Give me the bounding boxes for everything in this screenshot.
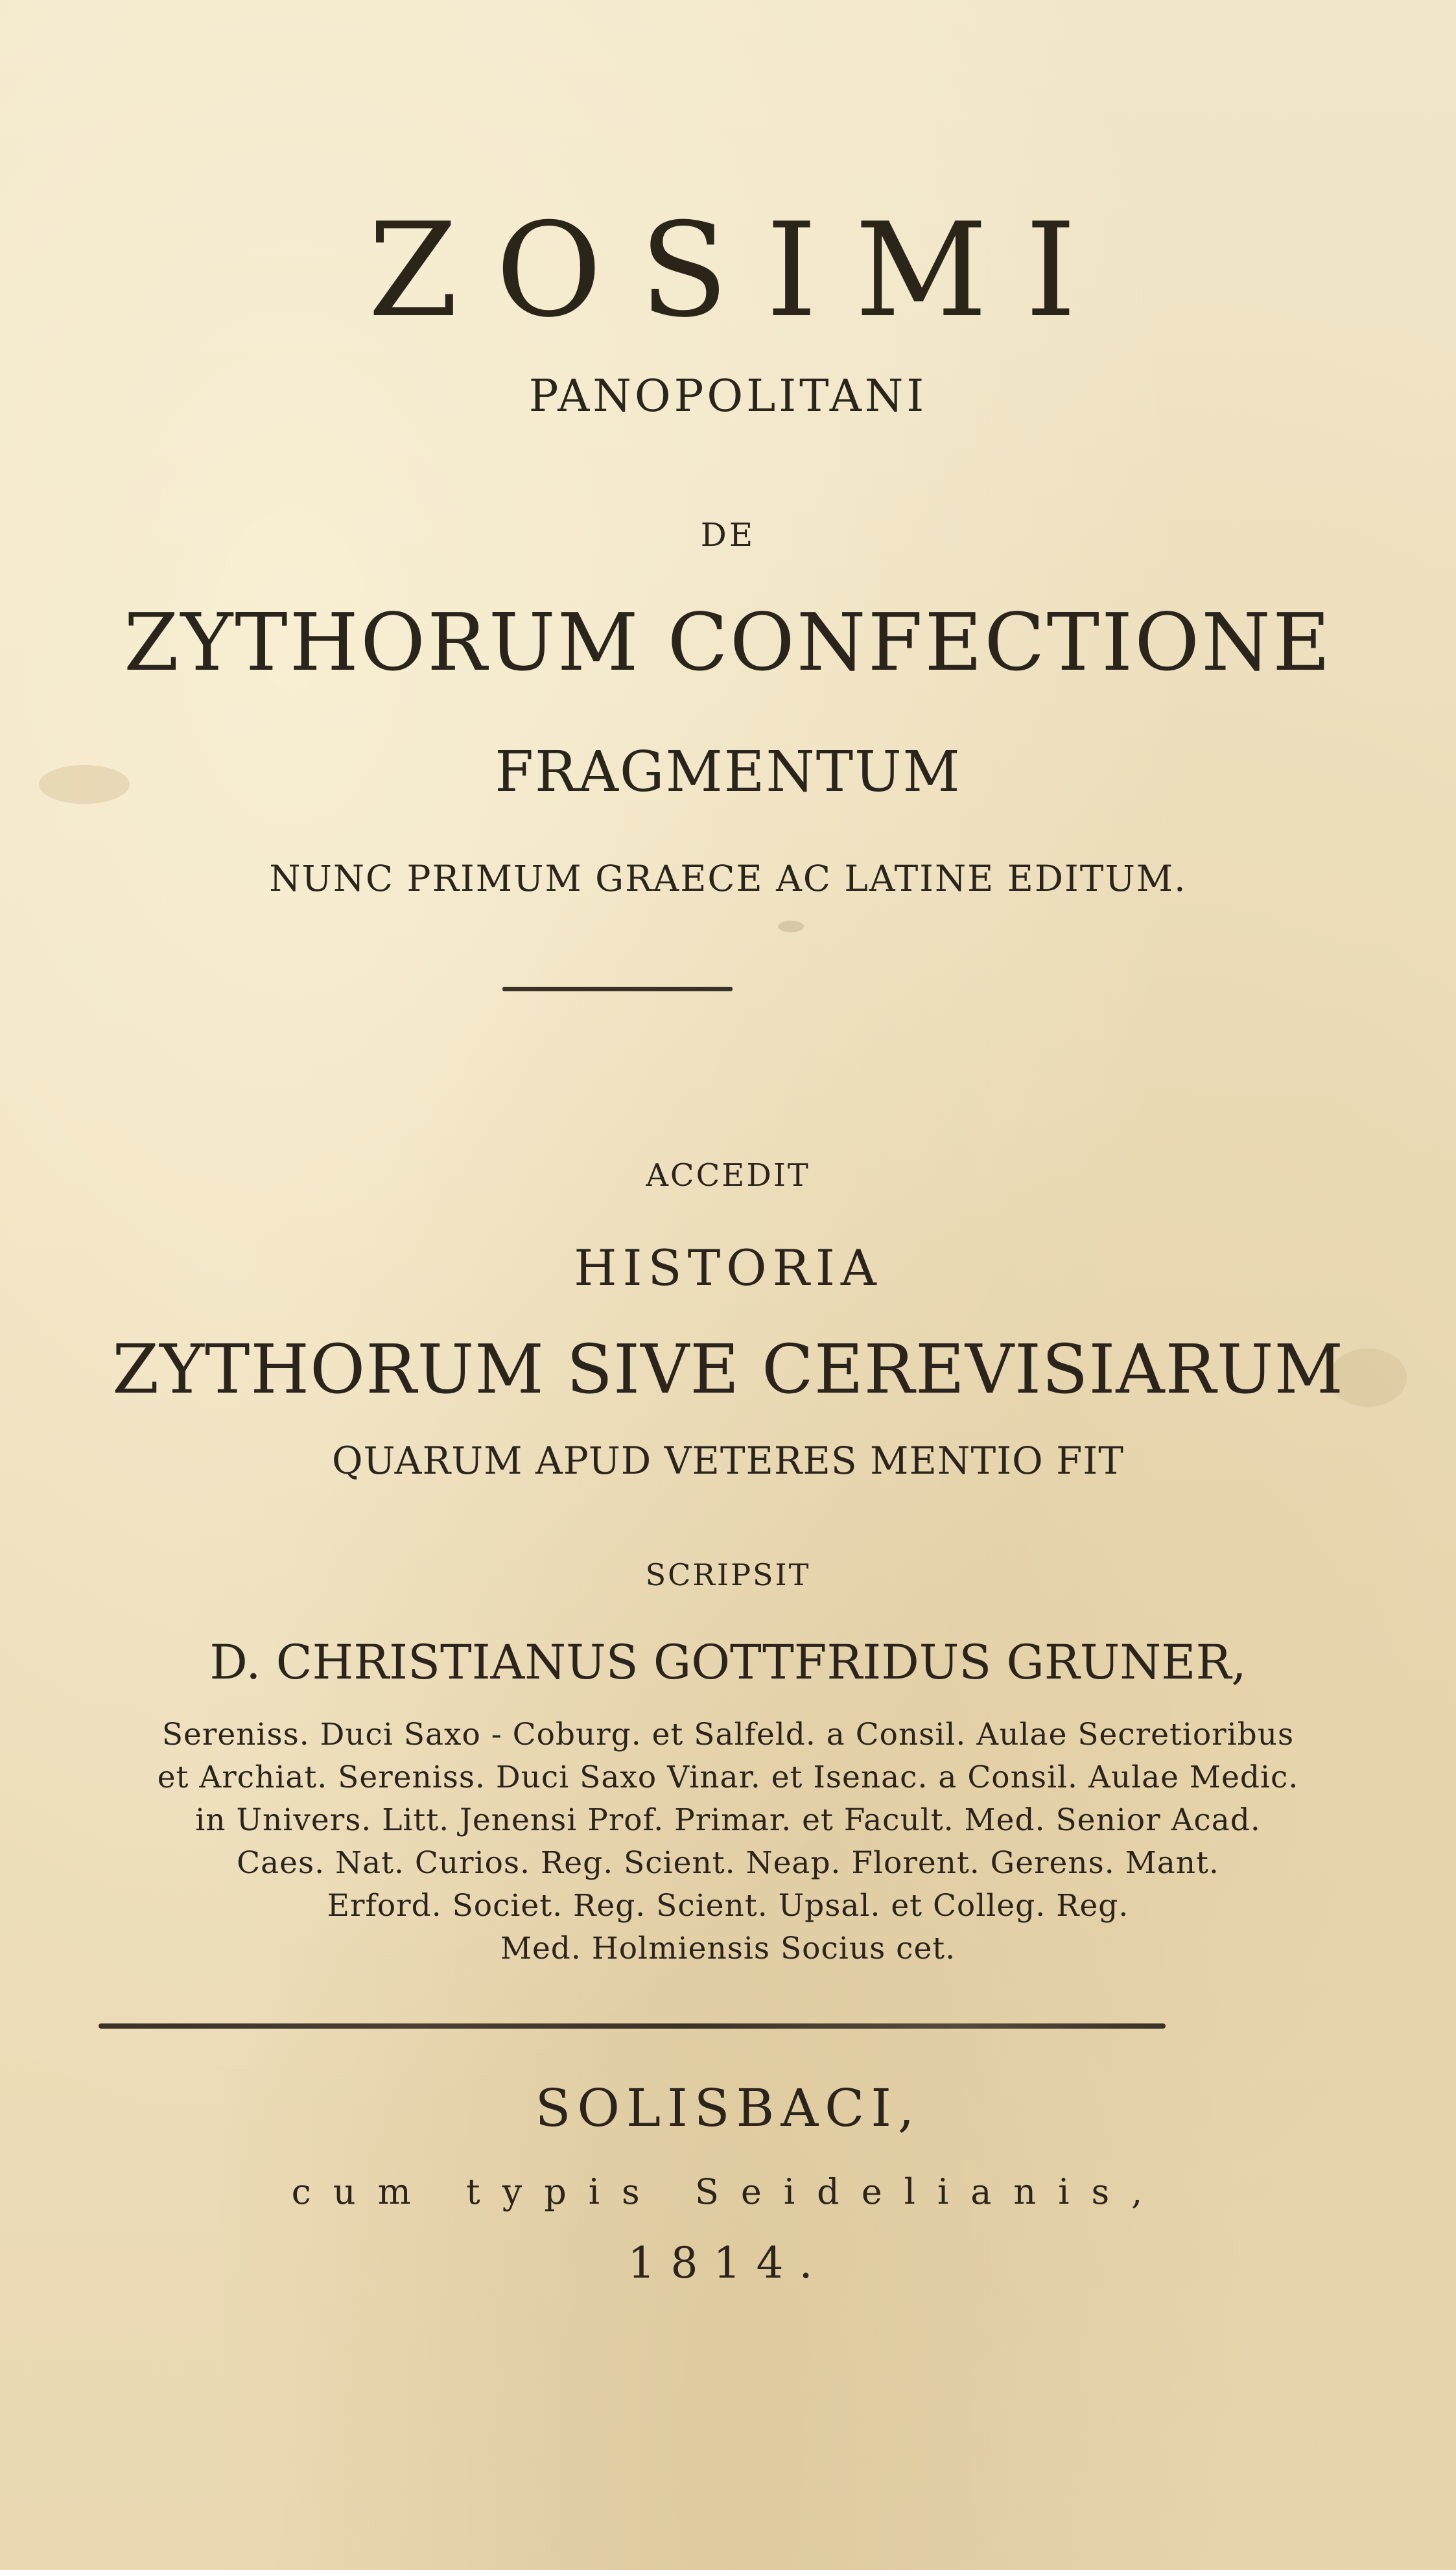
divider-rule-short — [502, 987, 733, 991]
author-name: ZOSIMI — [368, 195, 1114, 346]
paper-stain — [778, 921, 804, 932]
accedit-label: ACCEDIT — [646, 1157, 810, 1194]
work-type: FRAGMENTUM — [495, 740, 961, 805]
second-title-main: ZYTHORUM SIVE CEREVISIARUM — [112, 1330, 1344, 1409]
credential-line: et Archiat. Sereniss. Duci Saxo Vinar. et Isenac. a Consil. Aulae Medic. — [157, 1760, 1299, 1795]
editor-credentials — [0, 1714, 1456, 1970]
preposition: DE — [700, 516, 756, 554]
credential-line: Erford. Societ. Reg. Scient. Upsal. et Colleg. Reg. — [327, 1888, 1129, 1924]
second-title-sub: QUARUM APUD VETERES MENTIO FIT — [332, 1439, 1124, 1483]
credential-line: Caes. Nat. Curios. Reg. Scient. Neap. Florent. Gerens. Mant. — [237, 1845, 1219, 1881]
divider-rule-long — [99, 2023, 1166, 2029]
credential-line: Med. Holmiensis Socius cet. — [500, 1931, 956, 1966]
imprint-printer: cum typis Seidelianis, — [291, 2171, 1165, 2212]
edition-note: NUNC PRIMUM GRAECE AC LATINE EDITUM. — [269, 858, 1187, 899]
imprint-year: 1814. — [628, 2238, 828, 2288]
author-origin: PANOPOLITANI — [528, 371, 928, 422]
scripsit-label: SCRIPSIT — [645, 1557, 811, 1592]
imprint-place: SOLISBACI, — [535, 2078, 921, 2138]
main-title: ZYTHORUM CONFECTIONE — [123, 596, 1333, 689]
editor-name: D. CHRISTIANUS GOTTFRIDUS GRUNER, — [209, 1635, 1247, 1690]
credential-line: Sereniss. Duci Saxo - Coburg. et Salfeld. a Consil. Aulae Secretioribus — [161, 1717, 1295, 1752]
second-title-historia: HISTORIA — [574, 1239, 882, 1297]
credential-line: in Univers. Litt. Jenensi Prof. Primar. et Facult. Med. Senior Acad. — [195, 1802, 1261, 1838]
